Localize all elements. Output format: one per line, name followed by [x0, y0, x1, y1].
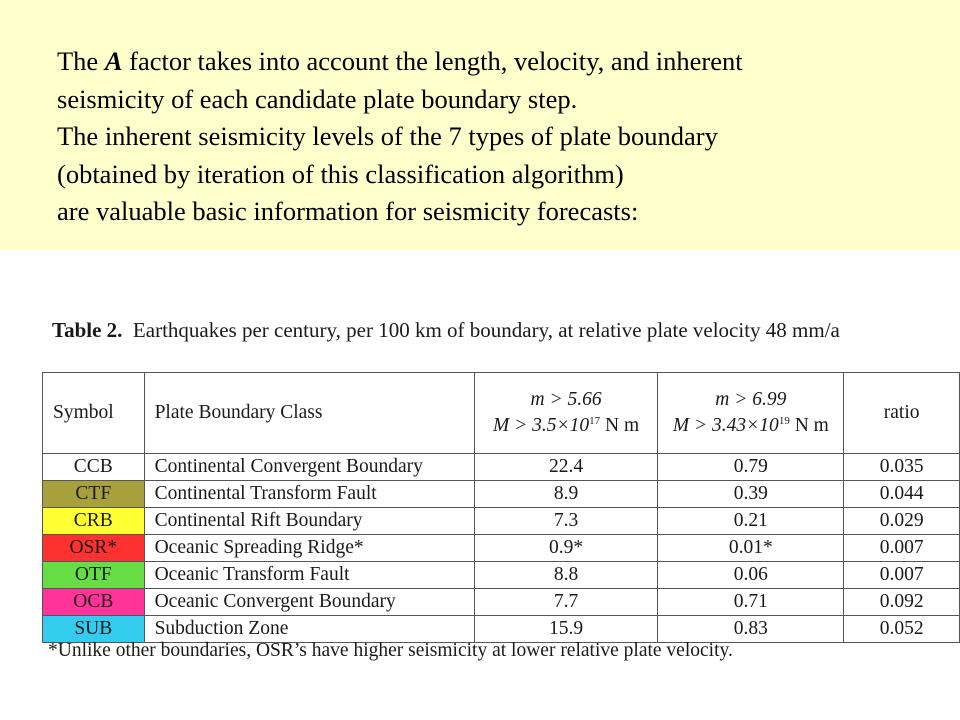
m1-value-cell: 7.7 [474, 589, 658, 616]
header-m2-moment: M > 3.43×10 [672, 415, 779, 436]
m1-value-cell: 0.9* [474, 535, 658, 562]
header-class: Plate Boundary Class [144, 373, 474, 454]
ratio-cell: 0.007 [844, 535, 960, 562]
m2-value-cell: 0.21 [658, 508, 844, 535]
class-cell [144, 508, 474, 535]
class-cell [144, 535, 474, 562]
intro-line-4: (obtained by iteration of this classification algorithm) [57, 158, 624, 189]
m1-value-cell: 8.9 [474, 481, 658, 508]
table-row [43, 508, 960, 535]
m2-value-cell: 0.06 [658, 562, 844, 589]
class-label: Continental Transform Fault [154, 483, 377, 504]
header-m1-line1: m > 5.66 [530, 389, 602, 410]
table-caption-label: Table 2. [52, 318, 123, 342]
table-row [43, 535, 960, 562]
intro-line-3: The inherent seismicity levels of the 7 types of plate boundary [57, 121, 718, 151]
m1-value-cell: 15.9 [474, 616, 658, 643]
ratio-cell: 0.044 [844, 481, 960, 508]
symbol-cell [43, 508, 145, 535]
class-cell [144, 589, 474, 616]
header-m1-moment: M > 3.5×10 [492, 415, 590, 436]
intro-line-2: seismicity of each candidate plate boundary step. [57, 83, 578, 114]
intro-line-1 [57, 43, 947, 81]
ratio-cell: 0.029 [844, 508, 960, 535]
m1-value-cell: 22.4 [474, 454, 658, 481]
class-label: Oceanic Transform Fault [154, 564, 350, 585]
table-row [43, 616, 960, 643]
intro-line-1-post: factor takes into account the length, velocity, and inherent [122, 46, 743, 76]
table-caption [52, 318, 840, 343]
class-label: Oceanic Spreading Ridge* [154, 537, 364, 558]
table-footnote: *Unlike other boundaries, OSR’s have higher seismicity at lower relative plate velocity. [48, 640, 733, 661]
header-m2 [658, 373, 844, 454]
symbol-cell [43, 616, 145, 643]
table-header-row [43, 373, 960, 454]
header-ratio: ratio [844, 373, 960, 454]
class-cell [144, 481, 474, 508]
symbol-label: OSR* [69, 537, 118, 558]
intro-line-5: are valuable basic information for seismicity forecasts: [57, 196, 639, 226]
symbol-cell [43, 535, 145, 562]
header-m1 [474, 373, 658, 454]
class-cell [144, 562, 474, 589]
symbol-label: OCB [73, 591, 114, 612]
m2-value-cell: 0.01* [658, 535, 844, 562]
m1-value-cell: 7.3 [474, 508, 658, 535]
symbol-cell [43, 454, 145, 481]
header-m2-line1: m > 6.99 [715, 389, 787, 410]
table-row [43, 589, 960, 616]
ratio-cell: 0.035 [844, 454, 960, 481]
header-m2-exponent: 19 [778, 415, 790, 427]
m2-value-cell: 0.79 [658, 454, 844, 481]
header-m1-unit: N m [600, 415, 640, 436]
table-caption-text: Earthquakes per century, per 100 km of boundary, at relative plate velocity 48 mm/a [132, 318, 840, 342]
header-m1-line2 [475, 413, 658, 439]
class-cell [144, 616, 474, 643]
symbol-cell [43, 589, 145, 616]
symbol-label: CTF [75, 483, 112, 504]
table-row [43, 481, 960, 508]
m2-value-cell: 0.83 [658, 616, 844, 643]
symbol-cell [43, 481, 145, 508]
symbol-label: OTF [74, 564, 112, 585]
intro-line-1-pre: The [57, 46, 105, 76]
m2-value-cell: 0.39 [658, 481, 844, 508]
symbol-label: SUB [74, 618, 113, 639]
seismicity-table [42, 372, 960, 643]
ratio-cell: 0.007 [844, 562, 960, 589]
header-symbol: Symbol [43, 373, 145, 454]
class-label: Continental Rift Boundary [154, 510, 363, 531]
ratio-cell: 0.092 [844, 589, 960, 616]
header-m2-unit: N m [789, 415, 829, 436]
symbol-label: CRB [73, 510, 113, 531]
header-m2-line2 [658, 413, 843, 439]
class-label: Oceanic Convergent Boundary [154, 591, 396, 612]
class-label: Continental Convergent Boundary [154, 456, 423, 477]
symbol-cell [43, 562, 145, 589]
m2-value-cell: 0.71 [658, 589, 844, 616]
class-cell [144, 454, 474, 481]
header-m1-exponent: 17 [589, 415, 601, 427]
intro-text [57, 43, 947, 231]
table-body [43, 454, 960, 643]
m1-value-cell: 8.8 [474, 562, 658, 589]
class-label: Subduction Zone [154, 618, 289, 639]
symbol-label: CCB [73, 456, 113, 477]
ratio-cell: 0.052 [844, 616, 960, 643]
variable-a: A [104, 46, 123, 76]
table-row [43, 454, 960, 481]
table-row [43, 562, 960, 589]
